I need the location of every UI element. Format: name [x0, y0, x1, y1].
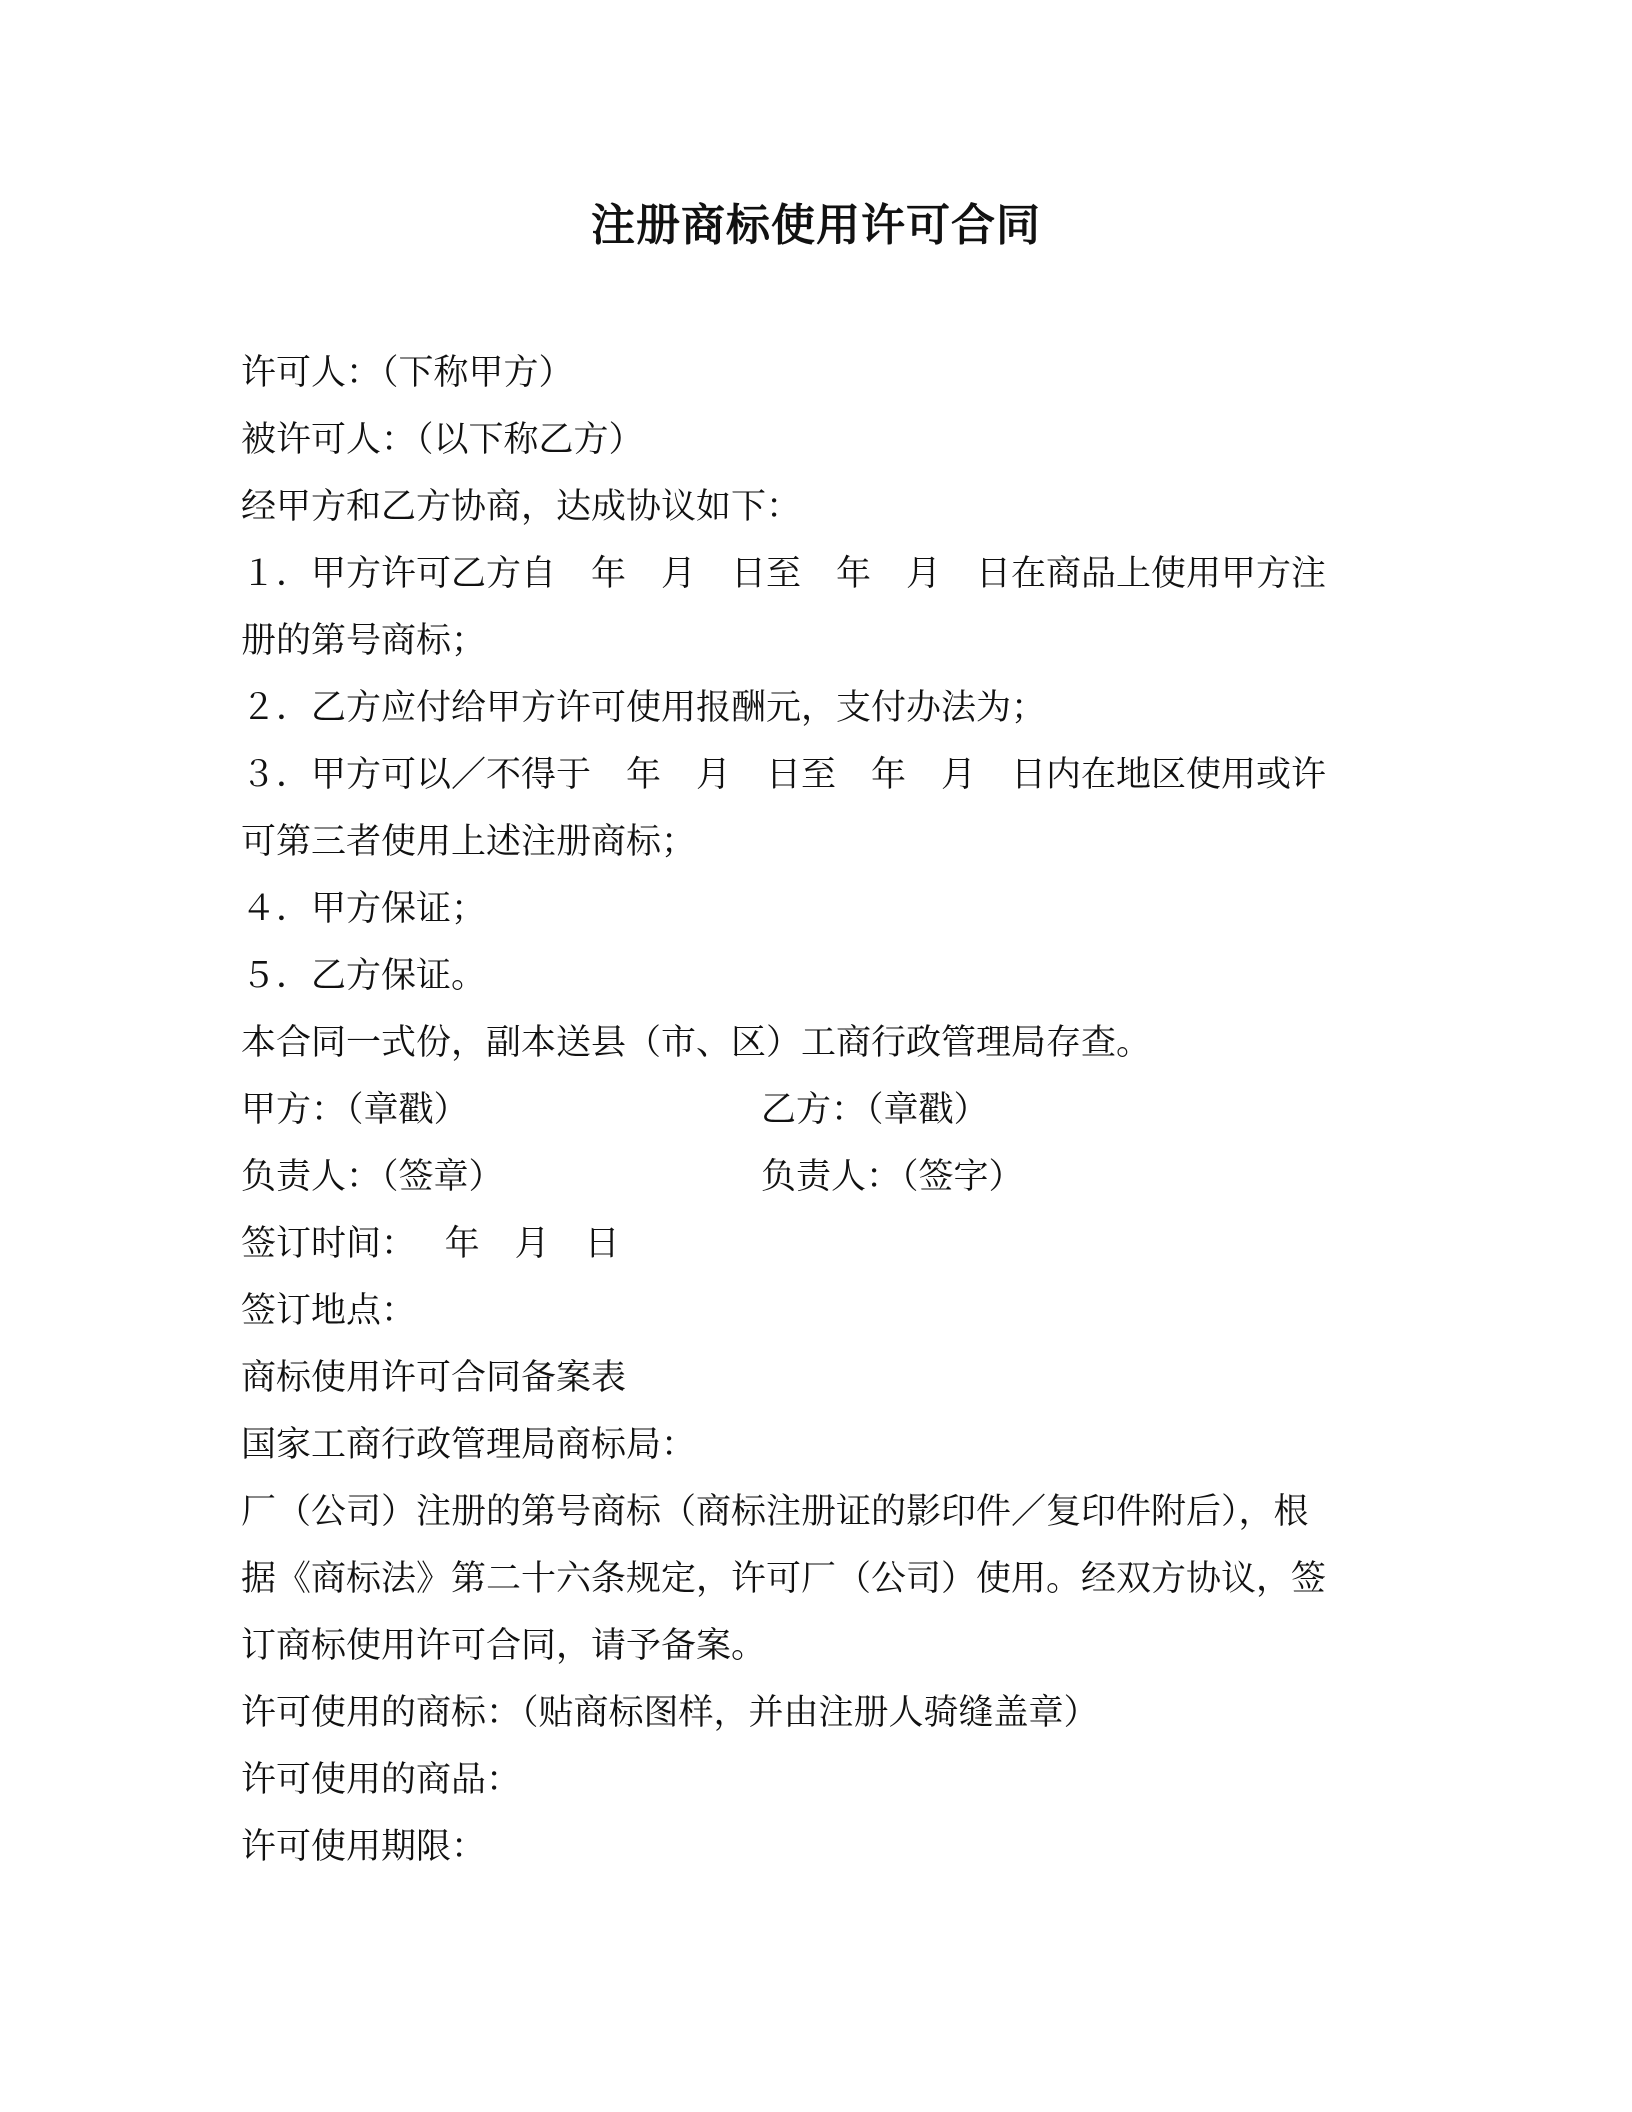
party-a-person: 负责人：（签章）	[241, 1157, 504, 1197]
filing-form-title: 商标使用许可合同备案表	[241, 1358, 627, 1398]
sign-place: 签订地点：	[241, 1291, 417, 1331]
sign-time: 签订时间： 年 月 日	[241, 1224, 620, 1264]
filing-para-line-3: 订商标使用许可合同，请予备案。	[241, 1626, 767, 1666]
party-b-person: 负责人：（签字）	[761, 1157, 1024, 1197]
clause-5: ５．乙方保证。	[241, 956, 487, 996]
licensed-term: 许可使用期限：	[241, 1827, 487, 1867]
seal-row	[241, 1077, 1391, 1144]
licensee-line: 被许可人：（以下称乙方）	[241, 420, 644, 460]
filing-para-line-1: 厂（公司）注册的第号商标（商标注册证的影印件／复印件附后），根	[241, 1492, 1309, 1532]
copies-clause: 本合同一式份，副本送县（市、区）工商行政管理局存查。	[241, 1023, 1152, 1063]
filing-addressee: 国家工商行政管理局商标局：	[241, 1425, 697, 1465]
party-b-seal: 乙方：（章戳）	[761, 1090, 989, 1130]
document-body	[241, 340, 1391, 1881]
clause-3-line-1: ３．甲方可以／不得于 年 月 日至 年 月 日内在地区使用或许	[241, 755, 1327, 795]
clause-1-line-1: １．甲方许可乙方自 年 月 日至 年 月 日在商品上使用甲方注	[241, 554, 1327, 594]
clause-1-line-2: 册的第号商标；	[241, 621, 487, 661]
clause-4: ４．甲方保证；	[241, 889, 487, 929]
filing-para-line-2: 据《商标法》第二十六条规定，许可厂（公司）使用。经双方协议，签	[241, 1559, 1327, 1599]
clause-3-line-2: 可第三者使用上述注册商标；	[241, 822, 697, 862]
agreement-intro: 经甲方和乙方协商，达成协议如下：	[241, 487, 802, 527]
party-a-seal: 甲方：（章戳）	[241, 1090, 469, 1130]
document-title: 注册商标使用许可合同	[591, 200, 1041, 251]
licensed-mark: 许可使用的商标：（贴商标图样，并由注册人骑缝盖章）	[241, 1693, 1099, 1733]
licensor-line: 许可人：（下称甲方）	[241, 353, 574, 393]
signer-row	[241, 1144, 1391, 1211]
clause-2: ２．乙方应付给甲方许可使用报酬元，支付办法为；	[241, 688, 1047, 728]
licensed-goods: 许可使用的商品：	[241, 1760, 522, 1800]
